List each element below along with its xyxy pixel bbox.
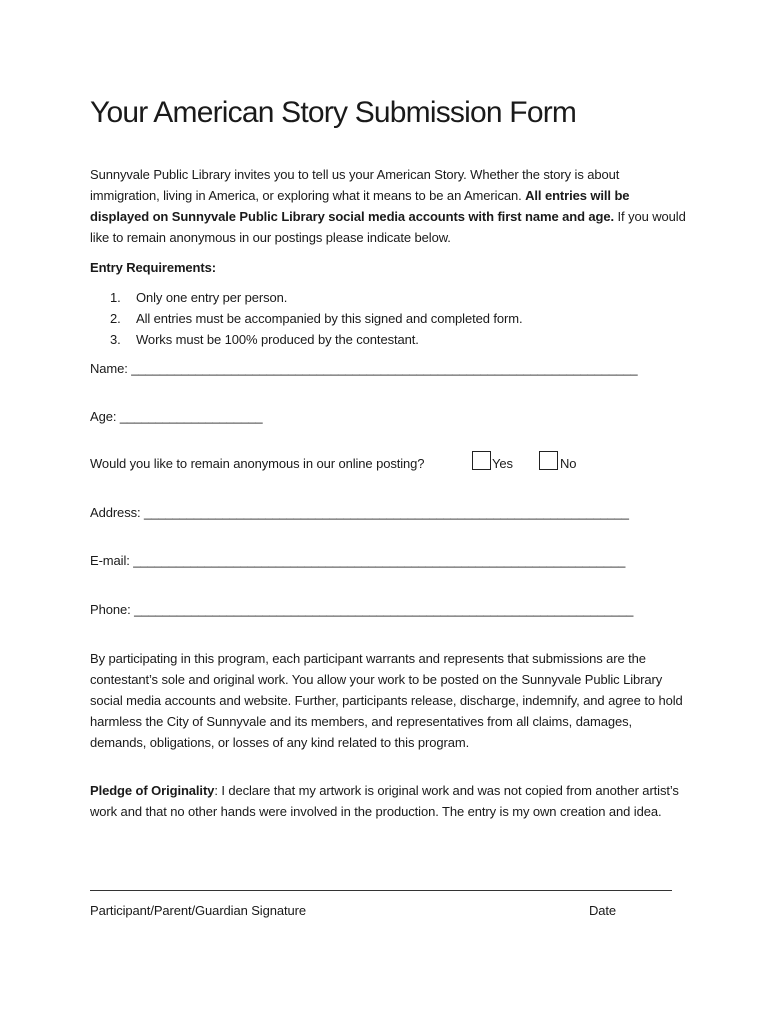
requirement-number: 1. [110, 290, 121, 305]
signature-label: Participant/Parent/Guardian Signature [90, 903, 306, 918]
requirement-text: Only one entry per person. [136, 290, 288, 305]
terms-paragraph: By participating in this program, each participant warrants and represents that submissions are the contestant’s sole and original work. You allow your work to be posted on the Sunnyvale Public Library social media accounts and website. Further, participants release, discharge, indemnify, and agree to hold harmless the City of Sunnyvale and its members, and representatives from all claims, damages, demands, obligations, or losses of any kind related to this program. [90, 651, 683, 750]
signature-line[interactable] [90, 890, 672, 891]
anonymous-no-checkbox[interactable] [539, 451, 558, 470]
requirements-heading: Entry Requirements: [90, 260, 216, 275]
pledge-label: Pledge of Originality [90, 783, 215, 798]
pledge-paragraph [90, 780, 686, 822]
anonymous-no-label: No [560, 456, 577, 471]
requirement-text: All entries must be accompanied by this signed and completed form. [136, 311, 523, 326]
requirements-list [110, 287, 523, 350]
phone-field[interactable]: Phone: ______________________________________________________________________ [90, 602, 634, 617]
requirement-text: Works must be 100% produced by the contestant. [136, 332, 419, 347]
date-label: Date [589, 903, 617, 918]
page-title: Your American Story Submission Form [90, 96, 577, 129]
anonymous-yes-checkbox[interactable] [472, 451, 491, 470]
anonymous-question: Would you like to remain anonymous in our online posting? [90, 456, 425, 471]
name-field[interactable]: Name: _______________________________________________________________________ [90, 361, 638, 376]
anonymous-yes-label: Yes [492, 456, 513, 471]
pledge-text: : I declare that my artwork is original work and was not copied from another artist’s work and that no other hands were involved in the production. The entry is my own creation and idea. [90, 783, 679, 819]
requirement-number: 3. [110, 332, 121, 347]
address-field[interactable]: Address: ____________________________________________________________________ [90, 505, 629, 520]
email-field[interactable]: E-mail: _____________________________________________________________________ [90, 553, 626, 568]
age-field[interactable]: Age: ____________________ [90, 409, 263, 424]
requirement-item [110, 287, 523, 308]
requirement-number: 2. [110, 311, 121, 326]
intro-text-2: If you would like to remain anonymous in our postings please indicate below. [90, 209, 686, 245]
intro-bold-text: All entries will be displayed on Sunnyvale Public Library social media accounts with first name and age. [90, 188, 630, 224]
intro-paragraph [90, 164, 690, 248]
intro-text-1: Sunnyvale Public Library invites you to tell us your American Story. Whether the story is about immigration, living in America, or exploring what it means to be an American. [90, 167, 620, 203]
requirement-item [110, 308, 523, 329]
requirement-item [110, 329, 523, 350]
